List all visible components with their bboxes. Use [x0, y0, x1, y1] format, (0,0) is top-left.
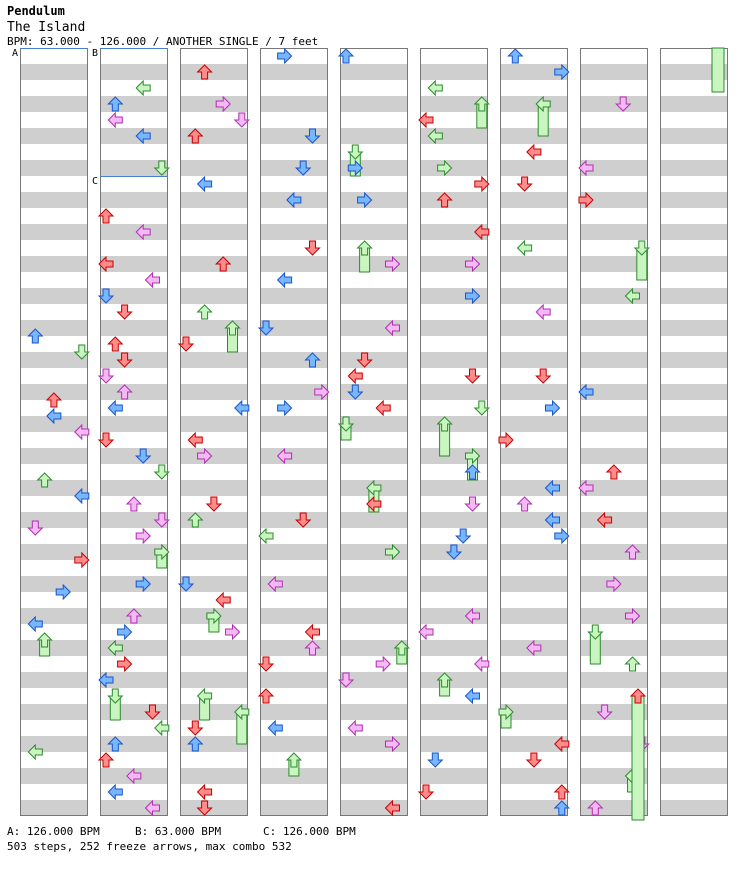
lane-stripe [260, 736, 328, 752]
lane-stripe [20, 800, 88, 816]
lane-stripe [260, 480, 328, 496]
lane-stripe [660, 768, 728, 784]
lane-stripe [660, 160, 728, 176]
lane-stripe [100, 352, 168, 368]
lane-stripe [500, 352, 568, 368]
lane-stripe [500, 288, 568, 304]
lane-stripe [660, 256, 728, 272]
lane-stripe [180, 416, 248, 432]
lane-stripe [180, 384, 248, 400]
lane-stripe [100, 224, 168, 240]
lane-stripe [100, 576, 168, 592]
artist-name: Pendulum [7, 4, 65, 18]
lane-stripe [260, 288, 328, 304]
lane-stripe [500, 448, 568, 464]
lane-stripe [20, 704, 88, 720]
lane-stripe [260, 544, 328, 560]
lane-stripe [180, 768, 248, 784]
lane-stripe [20, 224, 88, 240]
lane-stripe [340, 128, 408, 144]
lane-stripe [180, 256, 248, 272]
lane-stripe [260, 160, 328, 176]
lane-stripe [580, 224, 648, 240]
lane-stripe [100, 480, 168, 496]
lane-stripe [420, 576, 488, 592]
lane-stripe [420, 64, 488, 80]
lane-stripe [420, 384, 488, 400]
lane-stripe [660, 352, 728, 368]
lane-stripe [340, 576, 408, 592]
lane-stripe [580, 64, 648, 80]
lane-stripe [660, 96, 728, 112]
bpm-marker-label: B [92, 48, 99, 59]
lane-stripe [340, 512, 408, 528]
lane-stripe [660, 320, 728, 336]
lane-stripe [500, 768, 568, 784]
lane-stripe [580, 448, 648, 464]
lane-stripe [420, 480, 488, 496]
lane-stripe [100, 192, 168, 208]
chart-info: BPM: 63.000 - 126.000 / ANOTHER SINGLE / 7 feet [7, 35, 319, 48]
lane-stripe [580, 320, 648, 336]
lane-stripe [20, 96, 88, 112]
lane-stripe [500, 608, 568, 624]
lane-stripe [420, 320, 488, 336]
lane-stripe [100, 384, 168, 400]
lane-stripe [260, 64, 328, 80]
lane-stripe [20, 768, 88, 784]
lane-stripe [580, 352, 648, 368]
lane-stripe [420, 160, 488, 176]
lane-stripe [340, 224, 408, 240]
lane-stripe [420, 352, 488, 368]
lane-stripe [660, 128, 728, 144]
lane-stripe [420, 416, 488, 432]
lane-stripe [180, 352, 248, 368]
lane-stripe [20, 288, 88, 304]
lane-stripe [20, 64, 88, 80]
lane-stripe [660, 608, 728, 624]
lane-stripe [660, 448, 728, 464]
lane-stripe [100, 64, 168, 80]
song-title: The Island [7, 20, 86, 35]
lane-stripe [340, 96, 408, 112]
lane-stripe [340, 288, 408, 304]
lane-stripe [660, 384, 728, 400]
lane-stripe [100, 416, 168, 432]
lane-stripe [20, 640, 88, 656]
lane-stripe [20, 672, 88, 688]
lane-stripe [340, 704, 408, 720]
lane-stripe [500, 256, 568, 272]
lane-stripe [100, 448, 168, 464]
lane-stripe [660, 512, 728, 528]
lane-stripe [660, 416, 728, 432]
lane-stripe [20, 192, 88, 208]
lane-stripe [420, 704, 488, 720]
lane-stripe [260, 800, 328, 816]
lane-stripe [20, 256, 88, 272]
lane-stripe [580, 96, 648, 112]
lane-stripe [180, 640, 248, 656]
lane-stripe [420, 768, 488, 784]
lane-stripe [20, 576, 88, 592]
lane-stripe [260, 448, 328, 464]
lane-stripe [340, 768, 408, 784]
lane-stripe [180, 160, 248, 176]
lane-stripe [580, 128, 648, 144]
lane-stripe [260, 224, 328, 240]
lane-stripe [500, 384, 568, 400]
lane-stripe [500, 224, 568, 240]
lane-stripe [340, 192, 408, 208]
lane-stripe [660, 544, 728, 560]
lane-stripe [180, 192, 248, 208]
lane-stripe [340, 608, 408, 624]
lane-stripe [420, 800, 488, 816]
lane-stripe [180, 672, 248, 688]
lane-stripe [660, 672, 728, 688]
lane-stripe [260, 608, 328, 624]
lane-stripe [340, 448, 408, 464]
lane-stripe [20, 160, 88, 176]
lane-stripe [660, 736, 728, 752]
lane-stripe [420, 672, 488, 688]
lane-stripe [420, 192, 488, 208]
lane-stripe [260, 512, 328, 528]
lane-stripe [500, 192, 568, 208]
lane-stripe [500, 96, 568, 112]
lane-stripe [660, 576, 728, 592]
lane-stripe [660, 480, 728, 496]
lane-stripe [580, 672, 648, 688]
lane-stripe [420, 736, 488, 752]
lane-stripe [660, 704, 728, 720]
lane-stripe [580, 512, 648, 528]
lane-stripe [500, 160, 568, 176]
lane-stripe [260, 256, 328, 272]
bpm-legend-a: A: 126.000 BPM [7, 825, 100, 838]
lane-stripe [260, 704, 328, 720]
freeze-arrow-icon [632, 696, 644, 820]
lane-stripe [180, 96, 248, 112]
lane-stripe [20, 512, 88, 528]
bpm-legend-c: C: 126.000 BPM [263, 825, 356, 838]
lane-stripe [180, 224, 248, 240]
lane-stripe [260, 672, 328, 688]
lane-stripe [340, 352, 408, 368]
lane-stripe [100, 320, 168, 336]
lane-stripe [660, 192, 728, 208]
bpm-legend-b: B: 63.000 BPM [135, 825, 222, 838]
step-stats: 503 steps, 252 freeze arrows, max combo 532 [7, 840, 292, 853]
lane-stripe [260, 96, 328, 112]
lane-stripe [500, 128, 568, 144]
lane-stripe [660, 800, 728, 816]
lane-stripe [500, 320, 568, 336]
lane-stripe [180, 480, 248, 496]
lane-stripe [420, 512, 488, 528]
lane-stripe [500, 416, 568, 432]
lane-stripe [580, 416, 648, 432]
lane-stripe [260, 416, 328, 432]
lane-stripe [20, 128, 88, 144]
lane-stripe [660, 224, 728, 240]
lane-stripe [180, 288, 248, 304]
lane-stripe [340, 64, 408, 80]
lane-stripe [180, 448, 248, 464]
lane-stripe [500, 576, 568, 592]
lane-stripe [500, 672, 568, 688]
bpm-marker-label: C [92, 176, 99, 187]
lane-stripe [180, 544, 248, 560]
bpm-marker-label: A [12, 48, 19, 59]
freeze-arrow-icon [712, 48, 724, 92]
lane-stripe [20, 448, 88, 464]
lane-stripe [100, 128, 168, 144]
lane-stripe [500, 544, 568, 560]
lane-stripe [660, 640, 728, 656]
lane-stripe [180, 800, 248, 816]
lane-stripe [660, 288, 728, 304]
lane-stripe [420, 640, 488, 656]
lane-stripe [180, 64, 248, 80]
